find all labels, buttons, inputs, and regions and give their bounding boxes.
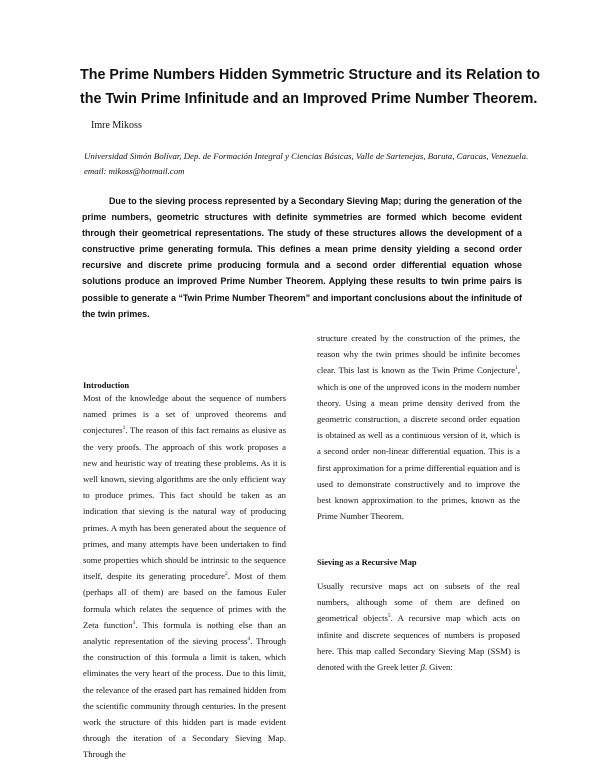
introduction-heading: Introduction — [83, 380, 130, 390]
intro-text-4: . This formula is nothing else than an analytic representation of the sieving process — [83, 619, 286, 647]
sieving-text-3: . Given: — [424, 662, 453, 673]
paper-title: The Prime Numbers Hidden Symmetric Structure and its Relation to the Twin Prime Infinitude and an Improved Prime Number Theorem. — [80, 67, 540, 107]
author-affiliation: Universidad Simón Bolívar, Dep. de Formación Integral y Ciencias Básicas, Valle de Sartenejas, Baruta, Caracas, Venezuela. email: mikoss@hotmail.com — [84, 151, 529, 176]
sieving-paragraph — [317, 578, 520, 675]
footnote-ref-4: 4 — [247, 636, 251, 643]
footnote-ref-3: 3 — [132, 619, 136, 626]
sieving-text-2: . A recursive map which acts on infinite and discrete sequences of numbers is proposed here. This map called Secondary Sieving Map (SSM) is denoted with the Greek letter — [317, 613, 520, 673]
introduction-paragraph — [83, 390, 286, 763]
beta-symbol: β — [420, 662, 425, 673]
footnote-ref-2: 2 — [224, 571, 228, 578]
intro-text-2: . The reason of this fact remains as elusive as the very proofs. The approach of this work proposes a new and heuristic way of treating these problems. As it is well known, sieving algorithms are the only efficient way to produce primes. This fact should be taken as an indication that sieving is the natural way of producing primes. A myth has been generated about the sequence of primes, and many attempts have been undertaken to find some properties which should be intrinsic to the sequence itself, despite its generating procedure — [83, 425, 286, 582]
right-text-2: , which is one of the unproved icons in the modern number theory. Using a mean prime density derived from the geometric construction, a discrete second order equation is obtained as well as a continuous version of it, which is a second order non-linear differential equation. This is a first approximation for a prime differential equation and is used to demonstrate constructively and to improve the best known approximation to the primes, known as the Prime Number Theorem. — [317, 365, 520, 522]
footnote-ref-5: 5 — [387, 613, 391, 620]
footnote-ref-1: 1 — [122, 425, 126, 432]
right-text-1: structure created by the construction of the primes, the reason why the twin primes should be infinite becomes clear. This last is known as the Twin Prime Conjecture — [317, 333, 520, 376]
intro-text-1: Most of the knowledge about the sequence of numbers named primes is a set of unproved theorems and conjectures — [83, 393, 286, 436]
sieving-heading: Sieving as a Recursive Map — [317, 557, 417, 567]
intro-text-3: . Most of them (perhaps all of them) are based on the famous Euler formula which relates the sequence of primes with the Zeta function — [83, 571, 286, 630]
author-name: Imre Mikoss — [91, 120, 142, 131]
abstract: Due to the sieving process represented by a Secondary Sieving Map; during the generation of the prime numbers, geometric structures with definite symmetries are formed which become evident through their geometrical representations. The study of these structures allows the development of a constructive prime generating formula. This defines a mean prime density yielding a second order recursive and discrete prime producing formula and a second order differential equation whose solutions produce an improved Prime Number Theorem. Applying these results to twin prime pairs is possible to generate a “Twin Prime Number Theorem” and important conclusions about the infinitude of the twin primes. — [82, 196, 522, 319]
intro-text-5: . Through the construction of this formula a limit is taken, which eliminates the very heart of the process. Due to this limit, the relevance of the erased part has remained hidden from the scientific community through centuries. In the present work the structure of this hidden part is made evident through the iteration of a Secondary Sieving Map. Through the — [83, 636, 286, 760]
intro-continuation-paragraph — [317, 330, 520, 524]
sieving-text-1: Usually recursive maps act on subsets of the real numbers, although some of them are defined on geometrical objects — [317, 581, 520, 624]
footnote-ref-1b: 1 — [515, 365, 518, 372]
